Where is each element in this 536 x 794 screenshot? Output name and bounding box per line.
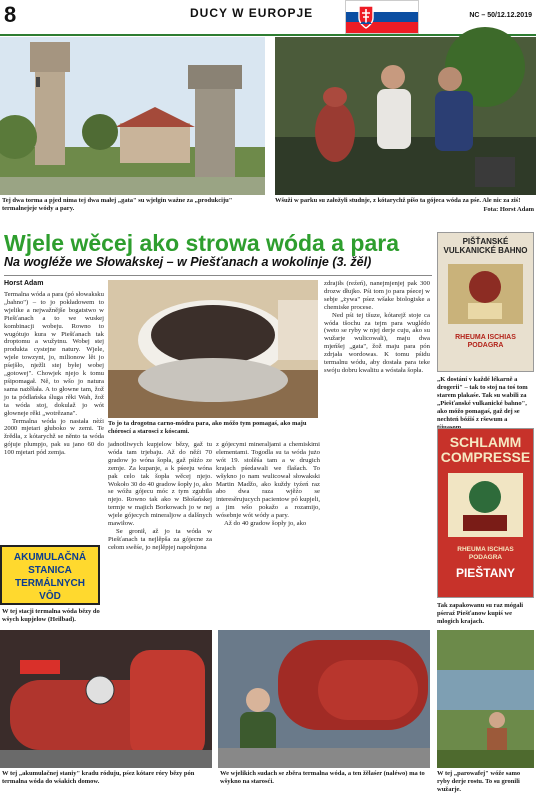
- poster-schlamm: [437, 428, 534, 598]
- paragraph: Ned pśi tej tšuze, kótarejž stoje ca wóda tšochu za tejm para wuglédo (weto se ryby w njej derje cuju, ako su wužarje wulicowali), maju dwa mjeńšej „gata", žož maju para pón zdrjała wordowas. K tomu pśidu termalnu wódu, aby dostała para teke swóju dobru kwalitu a wóstała šopła.: [324, 311, 430, 374]
- paragraph: jadnotliwych kupjelow bězy, gaž tu wóda tam trjebaju. Až do něźi 70 gradow jo wóna šopła, gaž pśiźo ze zemje. Za kupanje, a k pśeeju wóna pak celo tak šopła wěcej njejo. Wokoło 30 do 40 gradow šopły jo, ako se wóžu gójecu móc z tym zgubila njejo. Rowno tak ako w Błošańskej termje w majich Borkowach jo w nej wjele gójecych mineraljow a dalšnych mawiłow.: [108, 441, 212, 528]
- article-column-2: [108, 441, 212, 611]
- photo-pond: [437, 630, 534, 768]
- paragraph: zdrajiłs (reźeń), nanejmjenjej pak 300 drozw dłujko. Pśi tom jo para pśecej w sebje „żywa" pśez wšake biologiske a chemiske procese.: [324, 280, 430, 311]
- poster-illustration: [438, 471, 533, 541]
- poster-brand: PIEŠTANY: [455, 566, 516, 580]
- author: Horst Adam: [4, 280, 44, 287]
- caption-tanks: We wjelikich sudach se zběra termalna wóda, a ten žělaśer (naléwo) ma to wšykno na starosći.: [220, 770, 425, 785]
- photo-water-towers: [0, 37, 265, 195]
- headline: Wjele wěcej ako strowa wóda a para: [4, 230, 399, 256]
- paragraph: z gójecymi mineraljami a chemiskimi elementami. Togodla su ta wóda jużo wót 19. stolěśa tam a w drugich krajach pśedawali we flašach. To wšykno jo nam wulicował słowakski Martin Madžo, ako kuždy tyźeń raz abo dwa raza wjěźo se interesěrujucych pacientow pó kupjeli, a jim wšo pokažo a rozamijo, wósebnje wót wódy a pary.: [216, 441, 320, 520]
- paragraph: Termalna wóda jo nastała nèźi 2000 mjetari głuboko w zemi. Te žrědła, z kótarychž se něnto ta wóda gójuje plumpjo, pak su jano 60 do 100 mjetari pód zemja.: [4, 417, 104, 457]
- article-column-1: [4, 291, 104, 541]
- section-title: DUCY W EUROPJE: [190, 6, 314, 20]
- paragraph: Se gronił, až jo ta wóda w Piešťanach ta nejlěpša za gójecne za cełom swěśe, jo nejlěpjej napołnjona: [108, 527, 212, 551]
- photo-fountain: [275, 37, 536, 195]
- station-sign-text: AKUMULAČNÁ STANICA TERMÁLNYCH VÔD: [13, 552, 87, 602]
- poster-subtitle: RHEUMA ISCHIAS PODAGRA: [455, 334, 516, 349]
- page-number: 8: [4, 2, 17, 27]
- poster-illustration: [438, 259, 533, 329]
- photo-bowl: [108, 280, 318, 418]
- article-column-4: [324, 280, 430, 622]
- caption-water-towers: Tej dwa torma a pjed nima tej dwa małej „gata" su wjelgin ważne za „produkciju" termalnejeje wódy a pary.: [2, 197, 233, 212]
- caption-pond: W tej „parowafej" wóže samo ryby derje rostu. To su gronili wužarje.: [437, 770, 521, 793]
- poster-subtitle: RHEUMA ISCHIAS PODAGRA: [457, 546, 514, 561]
- poster-vulkanicke-bahno: [437, 232, 534, 372]
- issue-info: NC – 50/12.12.2019: [469, 12, 532, 19]
- caption-pipes: W tej „akumulačnej staniy" kradu róduju, pśez kótare róry bězy pón termalna wóda do wšakich domow.: [2, 770, 195, 785]
- slovakia-flag-icon: [345, 0, 419, 34]
- caption-bowl: To jo ta drogotna carno-módra para, ako móžo tym pomagaś, ako maju chóroscí a starosci z kóscami.: [108, 420, 307, 435]
- photo-tanks: [218, 630, 430, 768]
- poster-title: SCHLAMM COMPRESSE: [440, 434, 531, 465]
- photo-credit: Fota: Horst Adam: [483, 206, 534, 213]
- caption-poster-1: „K dostání v každé lékarně a drogerii" – tak to stoj na toś tom starem plakaśe. Tak su wabili za „Piešťanské vulkanické bahno", ako móžo pomagaś, gaž dej se nechteń bóźiś z ršewum a: [437, 376, 528, 423]
- article-column-3: [216, 441, 320, 611]
- caption-fountain: Wšuži w parku su załožyli studnje, z kótarychž píšo ta gójeca wóda za pśe. Ale nic za ziś!: [275, 197, 521, 204]
- photo-pipes: [0, 630, 212, 768]
- paragraph: Až do 40 gradow šopły jo, ako: [224, 520, 307, 528]
- caption-poster-2: Tak zapakowanu su raz mógali pśeraź Piešťanow kupiś we mlogich krajach.: [437, 602, 524, 625]
- paragraph: Termalna wóda a para (pó słowaksku „bahno") – to jo pokładowem to wjelike a nejwažnějše bogatstwo w Piešťanach a to we wuskej kombinacji wobeju. Rowno to wugótujo kura w Piešťanach tak droptomu a wužytnu. Wobej stej produkta cystejne natury. Wjele, wjele towzynt, jo, milionow lět jo pśejšło, nježli stej byłej wobej „gotowej". Chowjek njejo k tomu pśipomagał. Ně, to wšo jo natura sama nażěłała. A to głowne tam, žož jo ta pódlańska śluga rěki Wah, žož ta wóda stoj, dokulaž jo wót głowneje rěki „wotrězana".: [4, 291, 104, 417]
- caption-station: W tej stacji termalna wóda bězy do wšych kupjelow (Heilbad).: [2, 608, 100, 623]
- divider: [4, 275, 432, 276]
- subheadline: Na wogléže we Słowakskej – w Piešťanach a wokolinje (3. žěl): [4, 255, 372, 269]
- poster-title: PIŠŤANSKÉ VULKANICKÉ BAHNO: [443, 237, 528, 255]
- photo-station-sign: [0, 545, 100, 605]
